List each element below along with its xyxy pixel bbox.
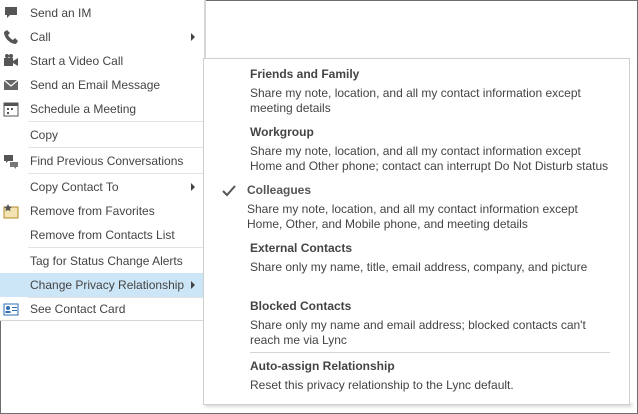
privacy-option-friends-family[interactable] [204, 67, 629, 117]
privacy-option-description: Share only my name, title, email address, company, and picture [250, 260, 588, 274]
privacy-option-description: Share my note, location, and all my contact information except Home and Other phone; contact can interrupt Do Not Disturb status [250, 144, 609, 173]
menu-item-change-privacy[interactable] [0, 273, 204, 297]
privacy-option-description: Share only my name and email address; blocked contacts can't reach me via Lync [250, 318, 586, 347]
menu-item-label: Call [30, 30, 51, 44]
menu-separator [28, 247, 204, 248]
privacy-option-colleagues[interactable] [204, 183, 629, 233]
checkmark-icon [222, 185, 236, 197]
menu-item-label: Change Privacy Relationship [30, 278, 185, 292]
menu-separator [28, 173, 204, 174]
menu-item-label: Start a Video Call [30, 54, 124, 68]
privacy-option-title: Auto-assign Relationship [250, 359, 395, 373]
privacy-option-auto-assign[interactable] [204, 359, 629, 399]
privacy-option-description: Reset this privacy relationship to the Lync default. [250, 378, 514, 392]
contact-card-icon [3, 301, 19, 317]
submenu-arrow-icon [191, 33, 195, 41]
calendar-icon [3, 101, 19, 117]
menu-item-send-im[interactable] [0, 1, 204, 25]
privacy-option-external-contacts[interactable] [204, 241, 629, 281]
menu-item-label: Find Previous Conversations [30, 154, 184, 168]
privacy-option-workgroup[interactable] [204, 125, 629, 175]
conversation-history-icon [3, 153, 19, 169]
privacy-option-blocked-contacts[interactable] [204, 299, 629, 349]
menu-item-copy-contact-to[interactable] [0, 175, 204, 199]
contact-context-menu [0, 0, 205, 321]
menu-item-label: Copy Contact To [30, 180, 119, 194]
menu-item-find-conversations[interactable] [0, 149, 204, 173]
pane-divider [205, 0, 206, 62]
menu-item-contact-card[interactable] [0, 297, 204, 321]
menu-item-label: Schedule a Meeting [30, 102, 137, 116]
privacy-relationship-submenu [203, 58, 630, 405]
email-icon [3, 77, 19, 93]
menu-item-label: Copy [30, 128, 59, 142]
menu-item-label: Remove from Contacts List [30, 228, 175, 242]
privacy-option-title: Colleagues [247, 183, 312, 197]
favorites-icon [3, 203, 19, 219]
menu-separator [28, 147, 204, 148]
privacy-option-title: Workgroup [250, 125, 314, 139]
menu-item-label: Tag for Status Change Alerts [30, 254, 183, 268]
menu-item-call[interactable] [0, 25, 204, 49]
privacy-option-title: Friends and Family [250, 67, 360, 81]
menu-item-tag-status-alerts[interactable] [0, 249, 204, 273]
menu-item-label: See Contact Card [30, 302, 126, 316]
menu-item-video-call[interactable] [0, 49, 204, 73]
submenu-arrow-icon [191, 183, 195, 191]
menu-item-copy[interactable] [0, 123, 204, 147]
menu-item-label: Send an Email Message [30, 78, 161, 92]
menu-item-remove-favorites[interactable] [0, 199, 204, 223]
scrollbar[interactable] [629, 58, 637, 403]
menu-item-remove-contacts[interactable] [0, 223, 204, 247]
chat-icon [3, 5, 19, 21]
privacy-option-title: External Contacts [250, 241, 353, 255]
phone-icon [3, 29, 19, 45]
menu-item-email[interactable] [0, 73, 204, 97]
privacy-option-description: Share my note, location, and all my contact information except meeting details [250, 86, 581, 115]
menu-separator [28, 121, 204, 122]
submenu-separator [250, 352, 610, 353]
privacy-option-description: Share my note, location, and all my contact information except Home, Other, and Mobile phone, and meeting details [247, 202, 578, 231]
menu-item-label: Remove from Favorites [30, 204, 155, 218]
video-icon [3, 53, 19, 69]
menu-item-schedule-meeting[interactable] [0, 97, 204, 121]
submenu-arrow-icon [191, 281, 195, 289]
privacy-option-title: Blocked Contacts [250, 299, 352, 313]
menu-item-label: Send an IM [30, 6, 92, 20]
